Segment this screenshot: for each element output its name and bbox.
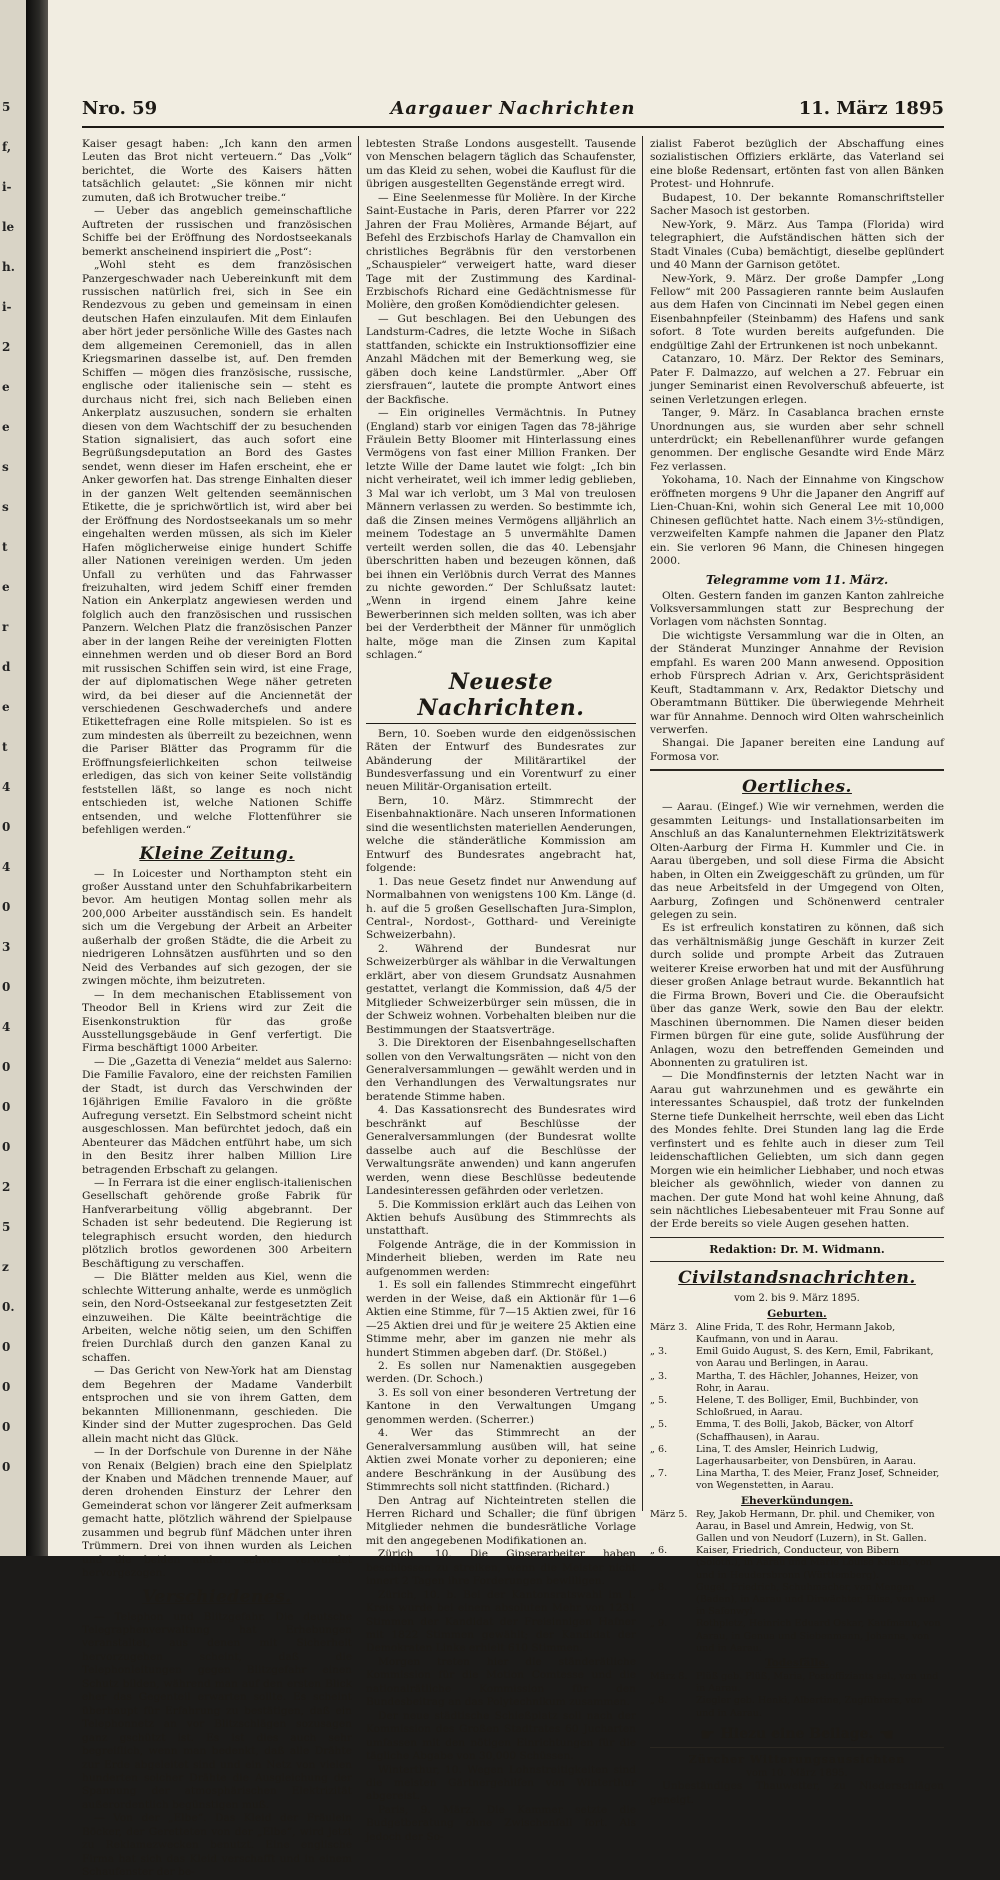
- section-heading-telegramme: Telegramme vom 11. März.: [705, 572, 889, 587]
- registry-entry: [650, 1671, 944, 1695]
- news-item: — Ein originelles Vermächtnis. In Putney (England) starb vor einigen Tagen das 78-jährige Fräulein Betty Bloomer mit Hinterlassung eines Vermögens von fast einer Million Franken. Der letzte Wille der Dame lautet wie folgt: „Ich bin nicht verheiratet, weil ich immer ledig geblieben, 3 Mal war ich verlobt, um 3 Mal von treulosen Männern verlassen zu werden. So bestimmte ich, daß die Zinsen meines Vermögens alljährlich an meinem Todestage an 5 unvermählte Damen verteilt werden sollen, die das 40. Lebensjahr überschritten haben und bezeugen können, daß bei ihnen ein Verlöbnis durch Verrat des Mannes zu nichte geworden.“ Der Schlußsatz lautet: „Wenn in irgend einem Jahre keine Bewerberinnen sich melden sollten, was ich aber bei der Verderbtheit der Männer für unmöglich halte, möge man die Zinsen zum Kapital schlagen.“: [366, 407, 636, 662]
- registry-date: „ 6.: [650, 1443, 668, 1455]
- previous-page-fragment: 0: [2, 1380, 11, 1394]
- registry-entry: [650, 1545, 944, 1582]
- previous-page-fragment: 0: [2, 1140, 11, 1154]
- previous-page-fragment: t: [2, 540, 8, 554]
- news-item: Zürich, 10. b. Bei der Kantonsratswahl im I. Kreis wurde bei einem absoluten Mehr von 1231 Stimmen der Kandidat der Freisinnigen Hafner mit 1822 Stimmen gewählt; der Kandidat der Demokraten Linke erhielt 610 Stimmen.: [366, 1588, 636, 1655]
- previous-page-fragment: i-: [2, 300, 12, 314]
- previous-page-fragment: 4: [2, 780, 11, 794]
- pointing-hand-icon: ☚: [879, 1724, 894, 1744]
- news-item: Shangai. Die Japaner bereiten eine Landung auf Formosa vor.: [650, 737, 944, 763]
- previous-page-fragment: s: [2, 460, 9, 474]
- previous-page-fragment: 5: [2, 100, 11, 114]
- registry-text: Aline Frida, T. des Rohr, Hermann Jakob, Kaufmann, von und in Aarau.: [696, 1321, 896, 1345]
- births-list: [650, 1322, 944, 1493]
- column-2: [366, 138, 637, 1843]
- divider: [650, 1747, 944, 1748]
- marriages-list: [650, 1509, 944, 1655]
- previous-page-fragment: 5: [2, 1220, 11, 1234]
- registry-entry: [650, 1419, 944, 1443]
- marriages-heading: Eheverkündungen.: [740, 1494, 854, 1507]
- registry-date: März 3.: [650, 1321, 688, 1333]
- news-item: — In Loicester und Northampton steht ein großer Ausstand unter den Schuhfabrikarbeitern bevor. Am heutigen Montag sollen mehr als 200,000 Arbeiter ausständisch sein. Es handelt sich um die Vergebung der Arbeit an Arbeiter außerhalb der großen Städte, die die Arbeit zu niedrigeren Lohnsätzen ausführten und so den Neid des Verbandes auf sich gezogen, der sie zwingen möchte, ihm beizutreten.: [82, 867, 352, 988]
- issue-number: Nro. 59: [82, 98, 158, 119]
- registry-entry: [650, 1582, 944, 1619]
- section-heading-civilstand: Civilstandsnachrichten.: [678, 1268, 916, 1289]
- registry-date: „ 7.: [650, 1468, 668, 1480]
- previous-page-fragment: 2: [2, 1180, 11, 1194]
- previous-page-fragment: 0: [2, 980, 11, 994]
- previous-page-fragment: le: [2, 220, 15, 234]
- registry-text: Kaiser, Friedrich, Conducteur, von Bibern (Soloth.), in Aarau und Marie Louise Knauß, von und in Heudersbronn (Württemberg).: [696, 1545, 932, 1581]
- divider: [650, 1261, 944, 1262]
- registry-date: „ 6.: [650, 1545, 668, 1557]
- previous-page-fragment: f,: [2, 140, 12, 154]
- news-item: — Die „Gazetta di Venezia“ meldet aus Salerno: Die Familie Favaloro, eine der reichsten Familien der Stadt, ist durch das Verschwinden der 16jährigen Emilie Favaloro in die größte Aufregung versetzt. Ein Selbstmord scheint nicht ausgeschlossen. Man befürchtet jedoch, daß ein Abenteurer das Mädchen entführt habe, um sich in den Besitz ihrer halben Million Lire betragenden Erbschaft zu gelangen.: [82, 1055, 352, 1176]
- news-item: — In dem mechanischen Etablissement von Theodor Bell in Kriens wird zur Zeit die Eisenkonstruktion für das große Ausstellungsgebäude in Genf verfertigt. Die Firma beschäftigt 1000 Arbeiter.: [82, 988, 352, 1055]
- news-item: Tanger, 9. März. In Casablanca brachen ernste Unordnungen aus, sie wurden aber sehr schnell unterdrückt; ein Rebellenanführer wurde gefangen genommen. Der englische Gesandte wird Ende März Fez verlassen.: [650, 407, 944, 473]
- news-item: New-York, 9. März. Aus Tampa (Florida) wird telegraphiert, die Aufständischen hätten sich der Stadt Vinales (Cuba) bemächtigt, dieselbe geplündert und 40 Mann der Garnison getötet.: [650, 218, 944, 272]
- registry-entry: [650, 1468, 944, 1492]
- registry-text: Ziegler geb. Henki, Albertine, Zugführers, von und in Aarau.: [696, 1695, 923, 1719]
- news-item: 4. Wer das Stimmrecht an der Generalversammlung ausüben will, hat seine Aktien zwei Monate vorher zu deponieren; eine andere Beschränkung in der Ausübung des Stimmrechts soll nicht stattfinden. (Richard.): [366, 1427, 636, 1494]
- registry-date: „ 9.: [650, 1618, 668, 1630]
- book-gutter: [26, 0, 48, 1556]
- registry-text: Lina Martha, T. des Meier, Franz Josef, Schneider, von Wegenstetten, in Aarau.: [696, 1468, 940, 1492]
- news-item: Der neue städtische Schießplatz soll nach der Kommission des Großen Stadtrates 60 Jucharten umfassen mit den nötigen Einrichtungen für die tägliche Abgabe von 30,000 Schüssen.: [366, 1709, 636, 1763]
- article-text: „Wohl steht es dem französischen Panzergeschwader nach Uebereinkunft mit dem russischen natürlich frei, sich in See ein Rendezvous zu geben und gemeinsam in einen deutschen Hafen einzulaufen. Mit dem Einlaufen aber hört jeder persönliche Wille des Gastes nach dem allgemeinen Ceremoniell, das in allen Kriegsmarinen dasselbe ist, auf. Den fremden Schiffen — mögen dies französische, russische, englische oder italienische sein — steht es durchaus nicht frei, sich nach Belieben einen Ankerplatz auszusuchen, sondern sie erhalten diesen von dem Wachtschiff der zu besuchenden Station signalisiert, das auch sofort eine Begrüßungsdeputation an Bord des Gastes sendet, wenn dieser im Hafen erscheint, ehe er Anker geworfen hat. Das strenge Einhalten dieser in der ganzen Welt geltenden seemännischen Etikette, die je sprichwörtlich ist, wird aber bei der Eröffnung des Nordostseekanals um so mehr eingehalten werden müssen, als sich im Kieler Hafen möglicherweise einige hundert Schiffe aller Nationen vereinigen werden. Um jeden Unfall zu verhüten und das Fahrwasser freizuhalten, wird jedem Schiff einer fremden Nation ein Ankerplatz angewiesen werden und folglich auch den französischen und russischen Panzern. Welchen Platz die französischen Panzer aber in der langen Reihe der vereinigten Flotten einnehmen werden und ob dieser Bord an Bord mit russischen Schiffen sein wird, ist eine Frage, der auf diplomatischen Wege näher getreten wird, da bei dieser auf die Anciennetät der verschiedenen Geschwaderchefs und andere Etikettefragen eine Rolle mitspielen. So ist es zum mindesten als überreilt zu bezeichnen, wenn die Pariser Blätter das Programm für die Eröffnungsfeierlichkeiten schon teilweise erledigen, das sich von keiner Seite vollständig feststellen läßt, so lange es noch nicht entschieden ist, welche Nationen Schiffe entsenden, und welche Flottenführer sie befehligen werden.“: [82, 259, 352, 837]
- news-item: Es ist erfreulich konstatiren zu können, daß sich das verhältnismäßig junge Geschäft in kurzer Zeit durch solide und prompte Arbeit das Zutrauen weiterer Kreise erworben hat und mit der Ausführung dieser großen Anlage betraut wurde. Bekanntlich hat die Firma Brown, Boveri und Cie. die Oberaufsicht über das ganze Werk, sowie den Bau der elektr. Maschinen übernommen. Die Namen dieser beiden Firmen bürgen für eine gute, solide Ausführung der Anlagen, wozu den betreffenden Gemeinden und Abonnenten zu gratuliren ist.: [650, 922, 944, 1069]
- article-text: Kaiser gesagt haben: „Ich kann den armen Leuten das Brot nicht verteuern.“ Das „Volk“ berichtet, die Worte des Kaisers hätten tatsächlich gelautet: „Sie können mir nicht zumuten, daß ich Brotwucher treibe.“: [82, 138, 352, 204]
- births-heading: Geburten.: [767, 1307, 827, 1320]
- divider: [650, 1237, 944, 1238]
- registry-date: „ 5.: [650, 1395, 668, 1407]
- previous-page-fragment: e: [2, 580, 10, 594]
- news-item: Olten. Gestern fanden im ganzen Kanton zahlreiche Volksversammlungen statt zur Besprechung der Vorlagen vom nächsten Sonntag.: [650, 589, 944, 629]
- registry-entry: [650, 1322, 944, 1346]
- registry-text: Martha, T. des Hächler, Johannes, Heizer, von Rohr, in Aarau.: [696, 1370, 919, 1394]
- news-item: Zürich, 10. Die Gipserarbeiter haben beschlossen zu streiken, wenn die Meister nicht innert 2 Tagen ihre Forderungen bewilligen.: [366, 1548, 636, 1588]
- news-item: 1. Das neue Gesetz findet nur Anwendung auf Normalbahnen von wenigstens 100 Km. Länge (d. h. auf die 5 großen Gesellschaften Jura-Simplon, Central-, Nordost-, Gotthard- und Vereinigte Schweizerbahn).: [366, 875, 636, 942]
- weather-date: vom 10. März 1895.: [746, 1767, 848, 1779]
- registry-entry: [650, 1371, 944, 1395]
- deaths-heading: Todesfälle.: [765, 1657, 829, 1670]
- registry-date: „ 3.: [650, 1370, 668, 1382]
- registry-date: „ 3.: [650, 1346, 668, 1358]
- previous-page-fragment: r: [2, 620, 9, 634]
- news-item: Yokohama, 10. Nach der Einnahme von Kingschow eröffneten morgens 9 Uhr die Japaner den Angriff auf Lien-Chuan-Kni, wohin sich General Lee mit 10,000 Chinesen geflüchtet hatte. Nach einem 3½-stündigen, verzweifelten Kampfe nahmen die Japaner den Platz ein. Sie verloren 96 Mann, die Chinesen hingegen 2000.: [650, 474, 944, 568]
- news-item: — Telephon und Blitzgefahr. Die deutsche Telegraphenverwaltung hat Erhebungen veranstaltet, aus denen mit Sicherheit hervorzugehen scheint, daß die Telephonleitungen gegen Blitzgefahr einen Schutz bilden, während man auf den ersten Blick eher das Gegenteil erwarten sollte. Es scheint überhaupt für Erfahrung zu bestätigen, daß ein Telephonnetz an vor Blitzschlägen sozusagen ganz gschützt ist. Es ist dies auch sehr begreiflich, wenn man bedenkt, daß alle Drähte zur Erde abgeleitet sind und ein Netz von vielen hunderten solcher Drähte die Ausgleichung der Spannung der atmosphärischen Elektrizität außerordentlich begünstigen muß.: [82, 1610, 352, 1811]
- previous-page-fragment: 0: [2, 820, 11, 834]
- news-item: Winterthur, 10. Wegen Lohnstreitigkeiten sind die meisten Gärtnergehilfen von Winterthur abgereist.: [366, 1763, 636, 1803]
- previous-page-fragment: 0: [2, 1060, 11, 1074]
- news-item: 3. Es soll von einer besonderen Vertretung der Kantone in den Verwaltungen Umgang genommen werden. (Scherrer.): [366, 1386, 636, 1426]
- column-rule: [642, 136, 643, 1511]
- previous-page-fragment: t: [2, 740, 8, 754]
- news-item: — Aarau. (Eingef.) Wie wir vernehmen, werden die gesammten Leitungs- und Installationsarbeiten im Anschluß an das Kanalunternehmen Elektrizitätswerk Olten-Aarburg der Firma H. Kummler und Cie. in Aarau übergeben, und soll diese Firma die Absicht haben, in Olten ein Zweiggeschäft zu gründen, um für das neue Arbeitsfeld in der Umgegend von Olten, Aarburg, Zofingen und Schönenwerd centraler gelegen zu sein.: [650, 801, 944, 922]
- news-item: 5. Die Kommission erklärt auch das Leihen von Aktien behufs Ausübung des Stimmrechts als unstatthaft.: [366, 1198, 636, 1238]
- supplement-notice: [650, 1724, 944, 1744]
- registry-entry: [650, 1618, 944, 1655]
- section-heading-verschiedenes: Verschiedenes.: [142, 1586, 292, 1607]
- news-item: 2. Es sollen nur Namenaktien ausgegeben werden. (Dr. Schoch.): [366, 1359, 636, 1386]
- news-item: Den Antrag auf Nichteintreten stellen die Herren Richard und Schaller; die fünf übrigen Mitglieder nehmen die bundesrätliche Vorlage mit den angegebenen Modifikationen an.: [366, 1494, 636, 1547]
- registry-entry: [650, 1509, 944, 1546]
- civil-date-range: vom 2. bis 9. März 1895.: [734, 1293, 860, 1305]
- news-item: — Von der „Elbe“. Das Kleid der Fräulein Böcker, der Geretteten von der „Elbe“, wird jetzt zu Reklamezwecken benutzt. Eine englische Firma hat sich das Kleid verschafft und in einem Schaufenster der be-: [82, 1812, 352, 1879]
- previous-page-fragment: e: [2, 700, 10, 714]
- newspaper-title: Aargauer Nachrichten: [390, 98, 636, 119]
- previous-page-fragment: z: [2, 1260, 9, 1274]
- news-item: 2. Während der Bundesrat nur Schweizerbürger als wählbar in die Verwaltungen erklärt, aber von diesem Grundsatz Ausnahmen gestattet, verlangt die Kommission, daß 4/5 der Mitglieder Schweizerbürger sein müssen, die in der Schweiz wohnen. Vorbehalten bleiben nur die Bestimmungen der Staatsverträge.: [366, 942, 636, 1036]
- news-item: Paris, 9. März. Die Kammer setzte die Budgetberatung ohne Zwischenfall fort. Als jedoch der So-: [366, 1803, 636, 1843]
- registry-date: März 8.: [650, 1671, 688, 1683]
- registry-entry: [650, 1444, 944, 1468]
- previous-page-fragment: 0: [2, 1340, 11, 1354]
- previous-page-fragment: s: [2, 500, 9, 514]
- registry-date: März 5.: [650, 1508, 688, 1520]
- registry-text: Emil Guido August, S. des Kern, Emil, Fabrikant, von Aarau und Berlingen, in Aarau.: [696, 1346, 934, 1370]
- news-item: Die wichtigste Versammlung war die in Olten, an der Ständerat Munzinger Annahme der Revision empfahl. Es waren 200 Mann anwesend. Opposition erhob Fürsprech Adrian v. Arx, Gerichtspräsident Keuft, Stadtammann v. Arx, Redaktor Dietschy und Oberamtmann Büttiker. Die überwiegende Mehrheit war für Annahme. Dennoch wird Olten wahrscheinlich verwerfen.: [650, 629, 944, 737]
- pointing-hand-icon: ☛: [700, 1724, 715, 1744]
- registry-entry: [650, 1395, 944, 1419]
- news-item: Morgen treten hier die ständerätliche Kommission für die Motion Comtesse und die nationalrätliche Kommission für den Bundesbeitrag an das Polytechnikum zusammen.: [366, 1655, 636, 1709]
- divider: [650, 769, 944, 771]
- section-heading-kleine-zeitung: Kleine Zeitung.: [139, 843, 295, 864]
- news-item: Bern, 10. März. Stimmrecht der Eisenbahnaktionäre. Nach unseren Informationen sind die wesentlichsten materiellen Aenderungen, welche die ständerätliche Kommission am Entwurf des Bundesrates angebracht hat, folgende:: [366, 794, 637, 875]
- news-item: — Das Gericht von New-York hat am Dienstag dem Begehren der Madame Vanderbilt entsprochen und sie von ihrem Gatten, dem bekannten Millionenmann, geschieden. Die Kinder sind der Mutter zugesprochen. Das Geld allein macht nicht das Glück.: [82, 1365, 352, 1445]
- supplement-text: Hiezu eine Beilage.: [720, 1725, 874, 1742]
- registry-text: Rey, Jakob Hermann, Dr. phil. und Chemiker, von Aarau, in Basel und Amrein, Hedwig, von St. Gallen und von Neudorf (Luzern), in St. Gallen.: [696, 1508, 935, 1545]
- previous-page-fragment: d: [2, 660, 11, 674]
- registry-text: Lina, T. des Amsler, Heinrich Ludwig, Lagerhausarbeiter, von Densbüren, in Aarau.: [696, 1443, 917, 1468]
- weather-forecast: Unbeständiges Thauwetter, zu Niederschlägen geneigt.: [650, 1780, 944, 1806]
- registry-date: „ 5.: [650, 1419, 668, 1431]
- news-item: — In Ferrara ist die einer englisch-italienischen Gesellschaft gehörende große Fabrik für Hanfverarbeitung völlig abgebrannt. Der Schaden ist sehr bedeutend. Die Regierung ist telegraphisch ersucht worden, den hiedurch plötzlich brotlos gewordenen 300 Arbeitern Beschäftigung zu verschaffen.: [82, 1176, 352, 1270]
- news-item: — Gut beschlagen. Bei den Uebungen des Landsturm-Cadres, die letzte Woche in Sißach stattfanden, schickte ein Instruktionsoffizier eine Anzahl Mädchen mit der Bemerkung weg, sie gäben doch keine Landstürmler. „Aber Off ziersfrauen“, lautete die prompte Antwort eines der Backfische.: [366, 312, 636, 406]
- news-item: Bern, 10. Soeben wurde den eidgenössischen Räten der Entwurf des Bundesrates zur Abänderung der Militärartikel der Bundesverfassung und ein Vorentwurf zu einer neuen Militär-Organisation erteilt.: [366, 727, 636, 794]
- article-text: zialist Faberot bezüglich der Abschaffung eines sozialistischen Offiziers erklärte, das Vaterland sei eine bloße Redensart, ertönten fast von allen Bänken Protest- und Hohnrufe.: [650, 138, 944, 191]
- article-text: — Ueber das angeblich gemeinschaftliche Auftreten der russischen und französischen Schiffe bei der Eröffnung des Nordostseekanals bemerkt anscheinend inspiriert die „Post“:: [82, 205, 352, 258]
- registry-text: Emma, T. des Bolli, Jakob, Bäcker, von Altorf (Schaffhausen), in Aarau.: [696, 1419, 913, 1443]
- previous-page-fragment: 3: [2, 940, 11, 954]
- issue-date: 11. März 1895: [798, 98, 944, 119]
- page-header: [82, 96, 944, 128]
- news-item: — In der Dorfschule von Durenne in der Nähe von Renaix (Belgien) brach eine den Spielplatz der Knaben und Mädchen trennende Mauer, auf deren drohenden Einsturz der Lehrer den Gemeinderat schon vor längerer Zeit aufmerksam gemacht hatte, plötzlich während der Spielpause zusammen und begrub fünf Mädchen unter ihren Trümmern. Drei von ihnen wurden als Leichen und die beiden andern schwer verwundet hervorgezogen.: [82, 1446, 352, 1580]
- registry-text: Helene, T. des Bolliger, Emil, Buchbinder, von Schloßrued, in Aarau.: [696, 1395, 919, 1419]
- previous-page-fragment: 4: [2, 1020, 11, 1034]
- previous-page-fragment: 2: [2, 340, 11, 354]
- column-rule: [358, 136, 359, 1511]
- news-item: 4. Das Kassationsrecht des Bundesrates wird beschränkt auf Beschlüsse der Generalversammlungen (der Bundesrat wollte dasselbe auch auf die Beschlüsse der Verwaltungsräte anwenden) und kann angerufen werden, wenn diese Beschlüsse bedeutende Landesinteressen gefährden oder verletzen.: [366, 1104, 636, 1198]
- news-item: 3. Die Direktoren der Eisenbahngesellschaften sollen von den Verwaltungsräten — nicht von den Generalversammlungen — gewählt werden und in den Verhandlungen des Verwaltungsrates nur beratende Stimme haben.: [366, 1037, 636, 1103]
- previous-page-fragment: e: [2, 420, 10, 434]
- registry-date: „ 8.: [650, 1581, 668, 1593]
- previous-page-fragment: e: [2, 380, 10, 394]
- weather-title: Zürcher Witterungsaussichten: [688, 1753, 906, 1767]
- newspaper-page: [48, 0, 1000, 1879]
- registry-entry: [650, 1346, 944, 1370]
- registry-text: Gugel, Friedrich, Schuhmacher, von Mengen (Baden), in Aarau und Dirwächter, Elise, von und in Safenwyl.: [696, 1581, 936, 1618]
- previous-page-fragment: h.: [2, 260, 15, 274]
- registry-entry: [650, 1695, 944, 1719]
- news-item: Budapest, 10. Der bekannte Romanschriftsteller Sacher Masoch ist gestorben.: [650, 191, 944, 218]
- previous-page-fragment: 4: [2, 860, 11, 874]
- news-item: Catanzaro, 10. März. Der Rektor des Seminars, Pater F. Dalmazzo, auf welchen a 27. Februar ein junger Seminarist einen Revolverschuß abfeuerte, ist seinen Verletzungen erlegen.: [650, 353, 944, 406]
- previous-page-fragment: 0: [2, 1420, 11, 1434]
- news-item: — Eine Seelenmesse für Molière. In der Kirche Saint-Eustache in Paris, deren Pfarrer vor 222 Jahren der Frau Molières, Armande Béjart, auf Befehl des Erzbischofs Harlay de Chamvallon ein christliches Begräbnis für den verstorbenen „Schauspieler“ verweigert hatte, ward dieser Tage mit der Zustimmung des Kardinal-Erzbischofs Richard eine Gedächtnismesse für Molière, den großen Komödiendichter gelesen.: [366, 191, 636, 312]
- news-item: — Die Mondfinsternis der letzten Nacht war in Aarau gut wahrzunehmen und es gewährte ein interessantes Schauspiel, daß trotz der funkelnden Sterne tiefe Dunkelheit herrschte, weil eben das Licht des Mondes fehlte. Drei Stunden lang lag die Erde verfinstert und es fehlte auch in dieser zum Teil leidenschaftlichen Geliebten, um sich dann gegen Morgen wie ein heimlicher Liebhaber, und noch etwas bleicher als gewöhnlich, wieder von dannen zu machen. Der gute Mond hat wohl keine Ahnung, daß sein nächtliches Liebesabenteuer mit Frau Sonne auf der Erde bereits so viele Augen gesehen hatten.: [650, 1070, 944, 1231]
- column-1: [82, 138, 352, 1879]
- deaths-list: [650, 1671, 944, 1720]
- previous-page-edge: [0, 0, 26, 1556]
- news-item: New-York, 9. März. Der große Dampfer „Long Fellow“ mit 200 Passagieren rannte beim Auslaufen aus dem Hafen von Cincinnati im Nebel gegen einen Eisenbahnpfeiler (Steinbamm) des Hafens und sank sofort. 8 Tote wurden bereits aufgefunden. Die endgültige Zahl der Ertrunkenen ist noch unbekannt.: [650, 272, 944, 352]
- section-heading-oertliches: Oertliches.: [742, 777, 852, 798]
- registry-date: „ 8.: [650, 1695, 668, 1707]
- news-item: 1. Es soll ein fallendes Stimmrecht eingeführt werden in der Weise, daß ein Aktionär für 1—6 Aktien eine Stimme, für 7—15 Aktien zwei, für 16—25 Aktien drei und für je weitere 25 Aktien eine Stimme mehr, aber im ganzen nie mehr als hundert Stimmen abgeben darf. (Dr. Stößel.): [366, 1279, 636, 1359]
- registry-text: Rothpletz, Heinrich Eduard Oskar, Kaufmann, von Aarau, in Genua und Siebenmann, Johanna, von und in Aarau.: [696, 1618, 941, 1654]
- registry-text: Plüß geb. Plüß, Maria, Postoffiziants sel., von und in Aarau.: [696, 1671, 939, 1695]
- previous-page-fragment: 0: [2, 1100, 11, 1114]
- news-item: Folgende Anträge, die in der Kommission in Minderheit blieben, werden im Rate neu aufgenommen werden:: [366, 1238, 636, 1278]
- article-text: lebtesten Straße Londons ausgestellt. Tausende von Menschen belagern täglich das Schaufenster, um das Kleid zu sehen, wobei die Kauflust für die übrigen ausgestellten Gegenstände erregt wird.: [366, 138, 636, 191]
- previous-page-fragment: i-: [2, 180, 12, 194]
- previous-page-fragment: 0.: [2, 1300, 15, 1314]
- section-heading-neueste-nachrichten: Neueste Nachrichten.: [366, 669, 636, 724]
- news-item: — Die Blätter melden aus Kiel, wenn die schlechte Witterung anhalte, werde es unmöglich sein, den Nord-Ostseekanal zur festgesetzten Zeit einzuweihen. Die Kälte beeinträchtige die Arbeiten, welche nötig seien, um den Schiffen freien Durchlaß durch den ganzen Kanal zu schaffen.: [82, 1271, 352, 1364]
- previous-page-fragment: 0: [2, 900, 11, 914]
- column-3: [650, 138, 944, 1806]
- previous-page-fragment: 0: [2, 1460, 11, 1474]
- editor-credit: Redaktion: Dr. M. Widmann.: [709, 1242, 885, 1256]
